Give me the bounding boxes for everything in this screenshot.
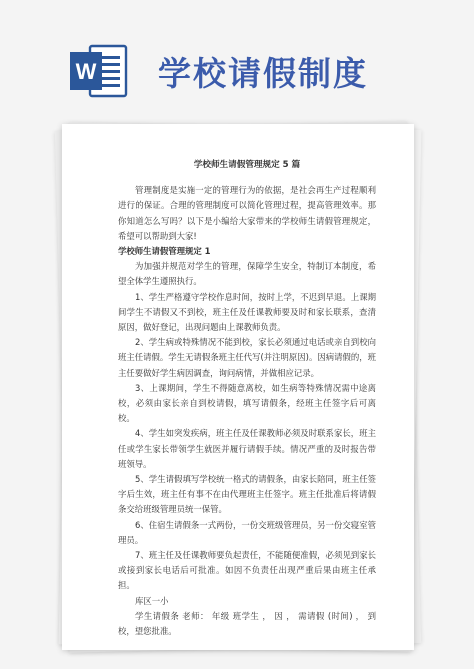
microsoft-word-icon [68, 40, 130, 102]
library-line: 库区一小 [135, 595, 169, 606]
document-title: 学校师生请假管理规定 5 篇 [193, 160, 301, 170]
document-page [62, 124, 414, 650]
body-paragraph: 2、学生病或特殊情况不能到校，家长必须通过电话或亲自到校向班主任请假。学生无请假条班主任代写(并注明原因)。因病请假的，班主任要做好学生病因调查，询问病情，并做相应记录。 [118, 337, 376, 378]
body-paragraph: 5、学生请假填写学校统一格式的请假条，由家长陪同，班主任签字后生效，班主任有事不在由代理班主任签字。班主任批准后将请假条交给班级管理员统一保管。 [118, 474, 376, 515]
body-paragraph: 7、班主任及任课教师要负起责任，不能随便准假，必须见到家长或接到家长电话后可批准。如因不负责任出现严重后果由班主任承担。 [118, 550, 376, 591]
body-paragraph: 为加强并规范对学生的管理，保障学生安全，特制订本制度，希望全体学生遵照执行。 [118, 261, 376, 287]
intro-paragraph: 管理制度是实施一定的管理行为的依据，是社会再生产过程顺利进行的保证。合理的管理制度可以简化管理过程，提高管理效率。那你知道怎么写吗？以下是小编给大家带来的学校师生请假管理规定，希望可以帮助到大家! [118, 185, 376, 241]
word-logo-letter: W [75, 59, 97, 84]
body-paragraph: 1、学生严格遵守学校作息时间，按时上学，不迟到早退。上课期间学生不请假又不到校，班主任及任课教师要及时和家长联系，查清原因，做好登记，出现问题由上课教师负责。 [118, 291, 376, 333]
body-paragraph: 6、住宿生请假条一式两份，一份交班级管理员，另一份交寝室管理员。 [118, 519, 376, 545]
leave-note-line: 学生请假条 老师： 年级 班学生 ， 因 ， 需请假 (时间) ， 到校，望您批准。 [118, 610, 376, 637]
document-body [118, 158, 376, 639]
section-heading: 学校师生请假管理规定 1 [118, 246, 211, 257]
body-paragraph: 3、上课期间，学生不得随意离校，如生病等特殊情况需中途离校，必须由家长亲自到校请假，填写请假条，经班主任签字后可离校。 [118, 382, 376, 424]
page-title: 学校请假制度 [158, 54, 368, 93]
document-header [0, 0, 474, 118]
body-paragraph: 4、学生如突发疾病，班主任及任课教师必须及时联系家长，班主任或学生家长带领学生就医并履行请假手续。情况严重的及时报告带班领导。 [118, 428, 376, 469]
